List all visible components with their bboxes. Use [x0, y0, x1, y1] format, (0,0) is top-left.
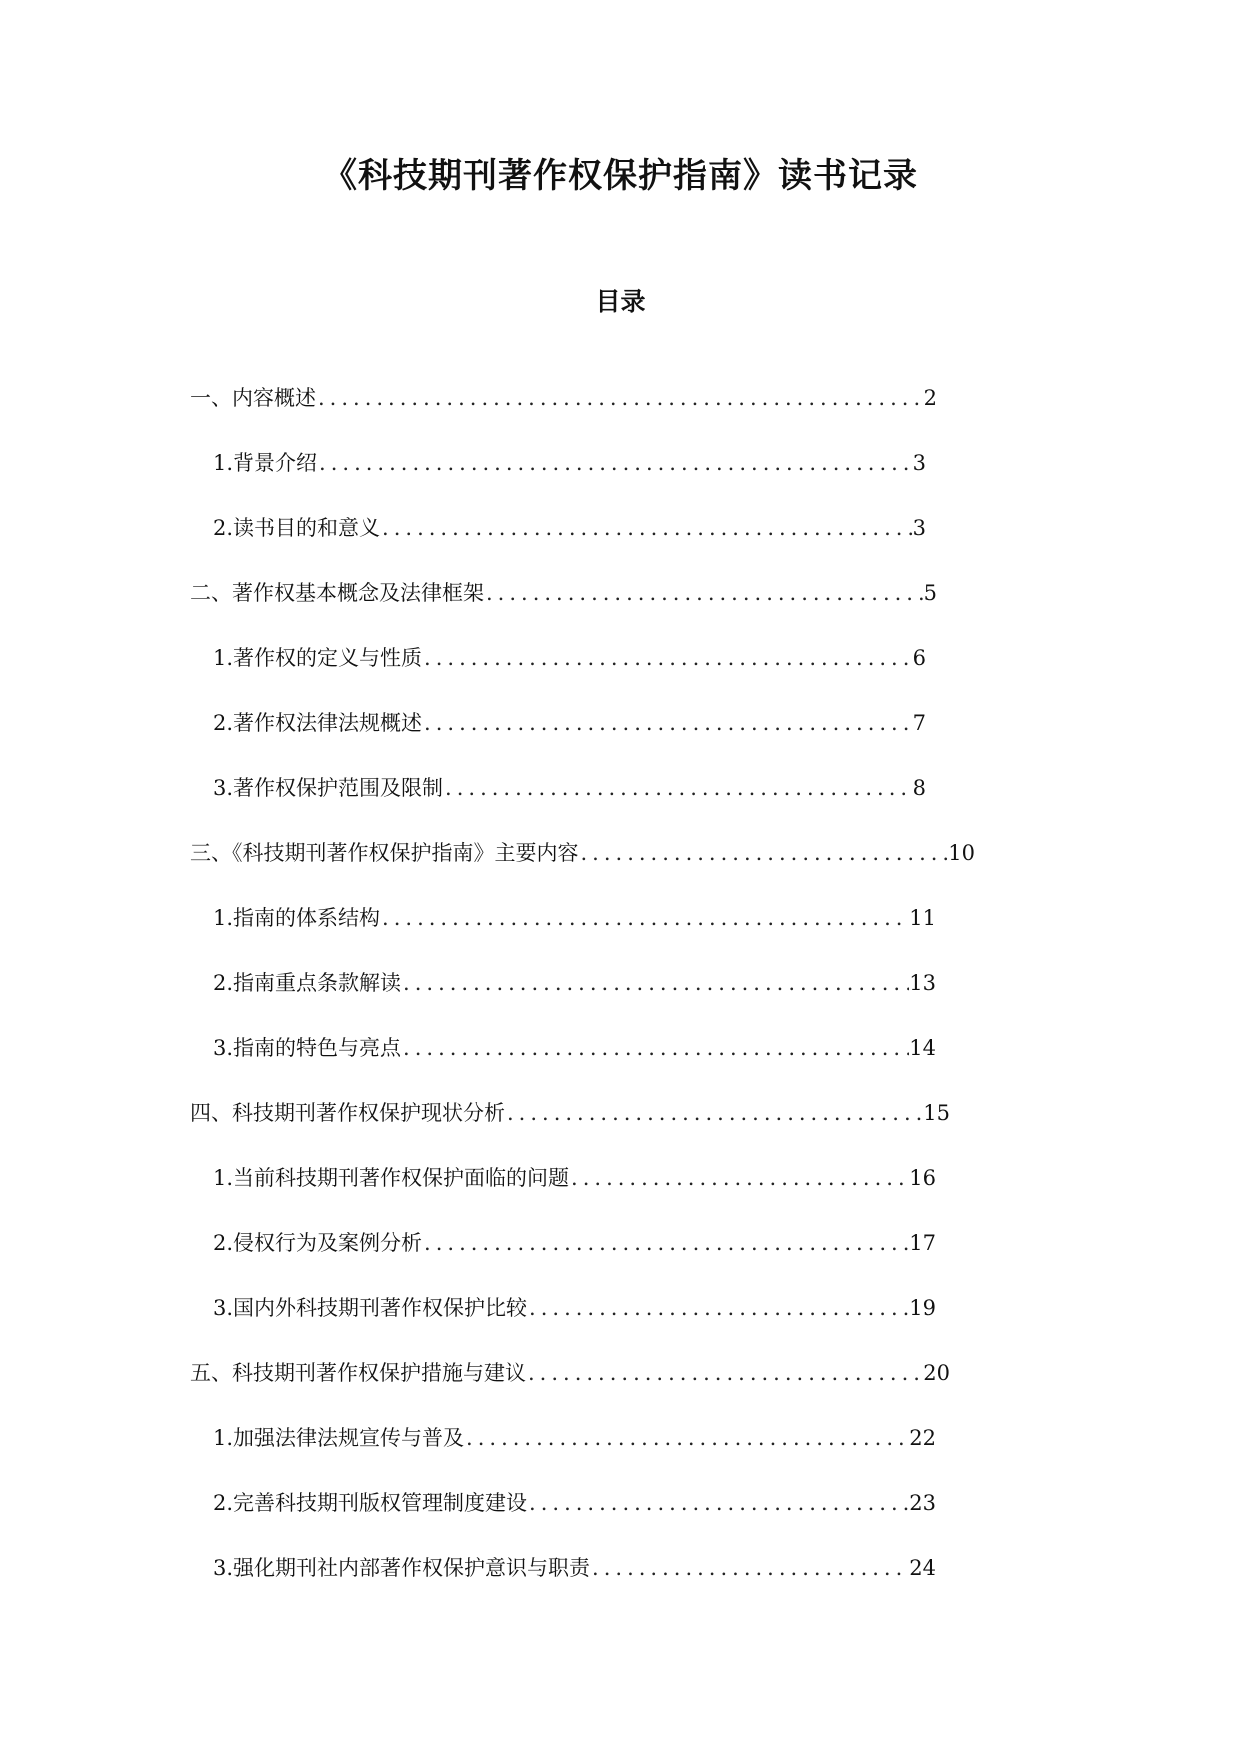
toc-entry-label: 三、《科技期刊著作权保护指南》主要内容 [190, 841, 579, 865]
toc-dot-leader [382, 516, 913, 540]
toc-entry[interactable] [213, 707, 926, 772]
toc-entry-number: 1. [213, 646, 234, 670]
toc-entry-number: 2. [213, 971, 234, 995]
toc-page-number: 10 [948, 841, 975, 865]
toc-page-number: 13 [909, 971, 936, 995]
toc-dot-leader [466, 1426, 909, 1450]
toc-page-number: 3 [912, 451, 926, 475]
toc-entry-number: 2. [213, 711, 234, 735]
toc-entry-label: 指南的特色与亮点 [233, 1036, 402, 1060]
toc-entry-number: 2. [213, 1231, 234, 1255]
toc-page-number: 14 [909, 1036, 936, 1060]
toc-entry-label: 国内外科技期刊著作权保护比较 [233, 1296, 528, 1320]
toc-entry[interactable] [213, 1292, 936, 1357]
toc-dot-leader [382, 906, 909, 930]
toc-entry-label: 五、科技期刊著作权保护措施与建议 [190, 1361, 526, 1385]
toc-page-number: 3 [912, 516, 926, 540]
toc-entry[interactable] [190, 1097, 950, 1162]
toc-entry-label: 一、内容概述 [190, 386, 316, 410]
toc-entry-label: 指南重点条款解读 [233, 971, 402, 995]
toc-dot-leader [486, 581, 924, 605]
toc-dot-leader [528, 1361, 923, 1385]
toc-entry[interactable] [213, 1227, 936, 1292]
toc-dot-leader [529, 1491, 909, 1515]
toc-entry-number: 2. [213, 1491, 234, 1515]
toc-entry-number: 3. [213, 1036, 234, 1060]
toc-entry-number: 3. [213, 1556, 234, 1580]
toc-entry-number: 1. [213, 1426, 234, 1450]
toc-entry[interactable] [213, 1162, 936, 1227]
toc-page-number: 7 [912, 711, 926, 735]
toc-page-number: 20 [923, 1361, 950, 1385]
document-title: 《科技期刊著作权保护指南》读书记录 [323, 156, 918, 196]
toc-dot-leader [424, 711, 913, 735]
toc-dot-leader [529, 1296, 909, 1320]
toc-entry-label: 强化期刊社内部著作权保护意识与职责 [233, 1556, 591, 1580]
toc-page-number: 19 [909, 1296, 936, 1320]
toc-entry[interactable] [213, 902, 936, 967]
toc-page-number: 16 [909, 1166, 936, 1190]
toc-entry-label: 读书目的和意义 [233, 516, 381, 540]
toc-page-number: 23 [909, 1491, 936, 1515]
toc-entry-label: 侵权行为及案例分析 [233, 1231, 423, 1255]
toc-dot-leader [403, 971, 909, 995]
toc-entry-label: 指南的体系结构 [233, 906, 381, 930]
toc-entry[interactable] [213, 1552, 936, 1617]
toc-page-number: 24 [909, 1556, 936, 1580]
toc-entry[interactable] [190, 577, 937, 642]
toc-page-number: 5 [923, 581, 937, 605]
toc-page-number: 17 [909, 1231, 936, 1255]
toc-entry-label: 二、著作权基本概念及法律框架 [190, 581, 484, 605]
toc-entry[interactable] [213, 967, 936, 1032]
toc-page-number: 11 [909, 906, 936, 930]
toc-page-number: 22 [909, 1426, 936, 1450]
toc-entry-label: 著作权法律法规概述 [233, 711, 423, 735]
toc-entry-number: 1. [213, 451, 234, 475]
toc-entry[interactable] [190, 1357, 950, 1422]
toc-dot-leader [318, 386, 924, 410]
toc-dot-leader [424, 1231, 909, 1255]
toc-entry-label: 著作权的定义与性质 [233, 646, 423, 670]
toc-entry[interactable] [213, 447, 926, 512]
toc-heading: 目录 [595, 287, 646, 316]
toc-dot-leader [592, 1556, 909, 1580]
toc-page-number: 6 [912, 646, 926, 670]
toc-entry-label: 背景介绍 [233, 451, 318, 475]
toc-dot-leader [507, 1101, 923, 1125]
toc-entry-label: 四、科技期刊著作权保护现状分析 [190, 1101, 505, 1125]
toc-entry[interactable] [213, 772, 926, 837]
toc-dot-leader [424, 646, 913, 670]
toc-entry[interactable] [213, 1032, 936, 1097]
toc-entry-label: 加强法律法规宣传与普及 [233, 1426, 465, 1450]
toc-entry[interactable] [190, 382, 937, 447]
toc-entry[interactable] [190, 837, 975, 902]
toc-entry[interactable] [213, 1422, 936, 1487]
toc-dot-leader [403, 1036, 909, 1060]
toc-entry-number: 1. [213, 1166, 234, 1190]
toc-entry-number: 3. [213, 776, 234, 800]
toc-entry[interactable] [213, 1487, 936, 1552]
toc-entry[interactable] [213, 642, 926, 707]
toc-entry-number: 2. [213, 516, 234, 540]
toc-entry[interactable] [213, 512, 926, 577]
toc-entry-label: 当前科技期刊著作权保护面临的问题 [233, 1166, 570, 1190]
table-of-contents [0, 382, 1241, 1617]
toc-page-number: 2 [923, 386, 937, 410]
toc-entry-label: 著作权保护范围及限制 [233, 776, 444, 800]
toc-entry-label: 完善科技期刊版权管理制度建设 [233, 1491, 528, 1515]
toc-dot-leader [581, 841, 949, 865]
toc-page-number: 15 [923, 1101, 950, 1125]
toc-page-number: 8 [912, 776, 926, 800]
toc-entry-number: 3. [213, 1296, 234, 1320]
toc-entry-number: 1. [213, 906, 234, 930]
toc-dot-leader [445, 776, 913, 800]
toc-dot-leader [571, 1166, 909, 1190]
toc-dot-leader [319, 451, 913, 475]
